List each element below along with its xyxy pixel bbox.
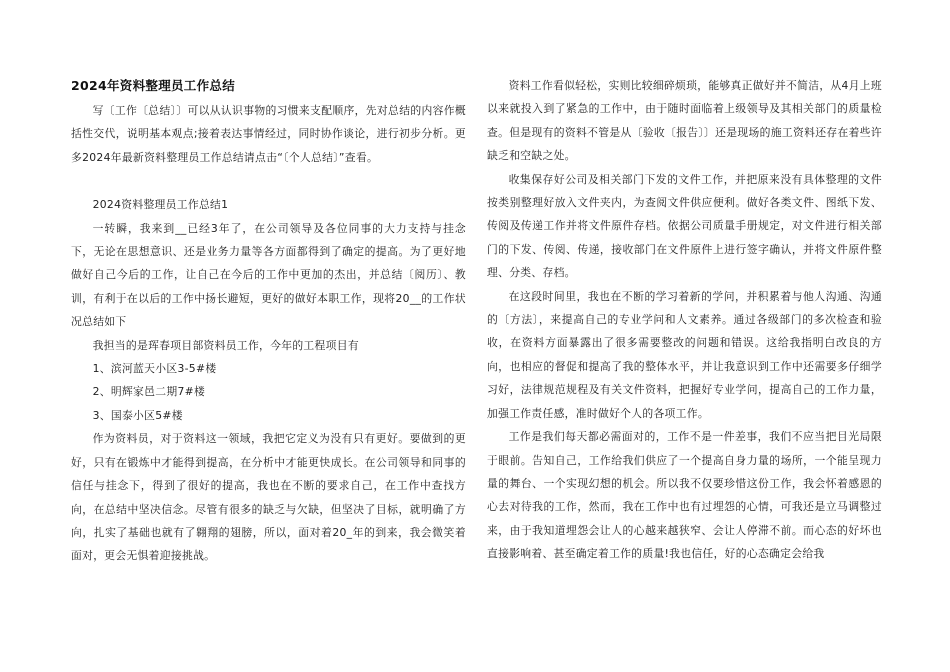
list-item: 2、明辉家邑二期7#楼 [92,385,206,399]
spacer [71,169,466,193]
left-column [71,74,466,568]
list-item: 1、滨河蓝天小区3-5#楼 [92,362,217,376]
body-paragraph: 我担当的是珲春项目部资料员工作，今年的工程项目有 [92,338,359,352]
body-paragraph: 收集保存好公司及相关部门下发的文件工作，并把原来没有具体整理的文件按类别整理好放入文件夹内，为查阅文件供应便利。做好各类文件、图纸下发、传阅及传递工作并将文件原件存档。依据公司质量手册规定，对文件进行相关部门的下发、传阅、传递，接收部门在文件原件上进行签字确认，并将文件原件整理、分类、存档。 [487,172,882,280]
body-paragraph: 工作是我们每天都必需面对的，工作不是一件差事，我们不应当把目光局限于眼前。告知自己，工作给我们供应了一个提高自身力量的场所，一个能呈现力量的舞台、一个实现幻想的机会。所以我不仅要珍惜这份工作，我会怀着感恩的心去对待我的工作，然而，我在工作中也有过埋怨的心情，可我还是立马调整过来，由于我知道埋怨会让人的心越来越狭窄、会让人停滞不前。而心态的好坏也直接影响着、甚至确定着工作的质量!我也信任，好的心态确定会给我 [487,430,882,561]
document-title: 2024年资料整理员工作总结 [71,78,235,93]
body-paragraph: 作为资料员，对于资料这一领域，我把它定义为没有只有更好。要做到的更好，只有在锻炼中才能得到提高，在分析中才能更快成长。在公司领导和同事的信任与挂念下，得到了很好的提高，我也在不断的要求自己，在工作中查找方向，在总结中坚决信念。尽管有很多的缺乏与欠缺，但坚决了目标，就明确了方向，扎实了基础也就有了翱翔的翅膀，所以，面对着20_年的到来，我会微笑着面对，更会无惧着迎接挑战。 [71,432,466,563]
body-paragraph: 一转瞬，我来到__已经3年了，在公司领导及各位同事的大力支持与挂念下，无论在思想意识、还是业务力量等各方面都得到了确定的提高。为了更好地做好自己今后的工作，让自己在今后的工作中更加的杰出，并总结〔阅历〕、教训，有利于在以后的工作中扬长避短，更好的做好本职工作，现将20__的工作状况总结如下 [71,221,466,329]
body-paragraph: 在这段时间里，我也在不断的学习着新的学问，并积累着与他人沟通、沟通的〔方法〕，来提高自己的专业学问和人文素养。通过各级部门的多次检查和验收，在资料方面暴露出了很多需要整改的问题和错误。这给我指明白改良的方向，也相应的督促和提高了我的整体水平，并让我意识到工作中还需要多仔细学习好，法律规范规程及有关文件资料，把握好专业学问，提高自己的工作力量，加强工作责任感，准时做好个人的各项工作。 [487,289,882,420]
intro-paragraph: 写〔工作〔总结〕〕可以从认识事物的习惯来支配顺序，先对总结的内容作概括性交代，说明基本观点;接着表达事情经过，同时协作谈论，进行初步分析。更多2024年最新资料整理员工作总结请点击“〔个人总结〕”查看。 [71,104,466,164]
right-column [487,74,882,566]
list-item: 3、国泰小区5#楼 [92,408,183,422]
section-heading: 2024资料整理员工作总结1 [92,198,229,212]
body-paragraph: 资料工作看似轻松，实则比较细碎烦琐，能够真正做好并不简洁，从4月上班以来就投入到了紧急的工作中，由于随时面临着上级领导及其相关部门的质量检查。但是现有的资料不管是从〔验收〔报告〕〕还是现场的施工资料还存在着些许缺乏和空缺之处。 [487,79,882,163]
